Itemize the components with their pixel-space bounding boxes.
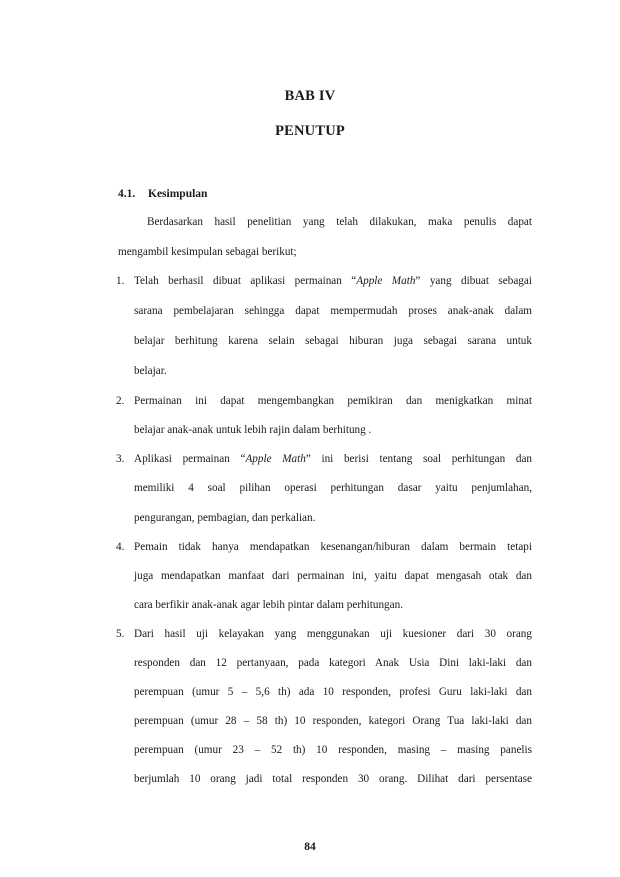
chapter-title: PENUTUP (275, 123, 345, 139)
list-item-line: berjumlah 10 orang jadi total responden 30 orang. Dilihat dari persentase (134, 773, 532, 785)
list-item-line: perempuan (umur 28 – 58 th) 10 responden, kategori Orang Tua laki-laki dan (134, 715, 532, 727)
intro-line: mengambil kesimpulan sebagai berikut; (118, 246, 297, 258)
list-marker: 1. (116, 275, 125, 287)
intro-line: Berdasarkan hasil penelitian yang telah dilakukan, maka penulis dapat (147, 216, 532, 228)
list-marker: 4. (116, 541, 125, 553)
list-item-line: perempuan (umur 23 – 52 th) 10 responden, masing – masing panelis (134, 744, 532, 756)
list-item-line: Aplikasi permainan “Apple Math” ini berisi tentang soal perhitungan dan (134, 453, 533, 465)
list-item-line: belajar. (134, 365, 167, 377)
app-name-emphasis: Apple Math (356, 275, 416, 287)
list-marker: 2. (116, 395, 125, 407)
list-item-line: responden dan 12 pertanyaan, pada kategori Anak Usia Dini laki-laki dan (134, 657, 532, 669)
section-title: Kesimpulan (148, 188, 208, 200)
list-marker: 3. (116, 453, 125, 465)
list-item-line: Dari hasil uji kelayakan yang menggunakan uji kuesioner dari 30 orang (134, 628, 532, 640)
chapter-number: BAB IV (284, 88, 336, 104)
list-item-line: sarana pembelajaran sehingga dapat mempermudah proses anak-anak dalam (134, 305, 532, 317)
section-heading (118, 188, 207, 200)
list-item-line: belajar berhitung karena selain sebagai hiburan juga sebagai sarana untuk (134, 335, 532, 347)
list-item-line: memiliki 4 soal pilihan operasi perhitungan dasar yaitu penjumlahan, (134, 482, 532, 494)
list-item-line: pengurangan, pembagian, dan perkalian. (134, 512, 316, 524)
list-item-line: Telah berhasil dibuat aplikasi permainan “Apple Math” yang dibuat sebagai (134, 275, 532, 287)
section-number: 4.1. (118, 188, 136, 200)
list-item-line: perempuan (umur 5 – 5,6 th) ada 10 responden, profesi Guru laki-laki dan (134, 686, 532, 698)
list-item-line: Pemain tidak hanya mendapatkan kesenangan/hiburan dalam bermain tetapi (134, 541, 532, 553)
list-item-line: cara berfikir anak-anak agar lebih pintar dalam perhitungan. (134, 599, 403, 611)
page-number: 84 (304, 841, 316, 853)
app-name-emphasis: Apple Math (245, 453, 306, 465)
list-item-line: Permainan ini dapat mengembangkan pemikiran dan menigkatkan minat (134, 395, 532, 407)
list-marker: 5. (116, 628, 125, 640)
list-item-line: juga mendapatkan manfaat dari permainan ini, yaitu dapat mengasah otak dan (134, 570, 532, 582)
list-item-line: belajar anak-anak untuk lebih rajin dalam berhitung . (134, 424, 372, 436)
